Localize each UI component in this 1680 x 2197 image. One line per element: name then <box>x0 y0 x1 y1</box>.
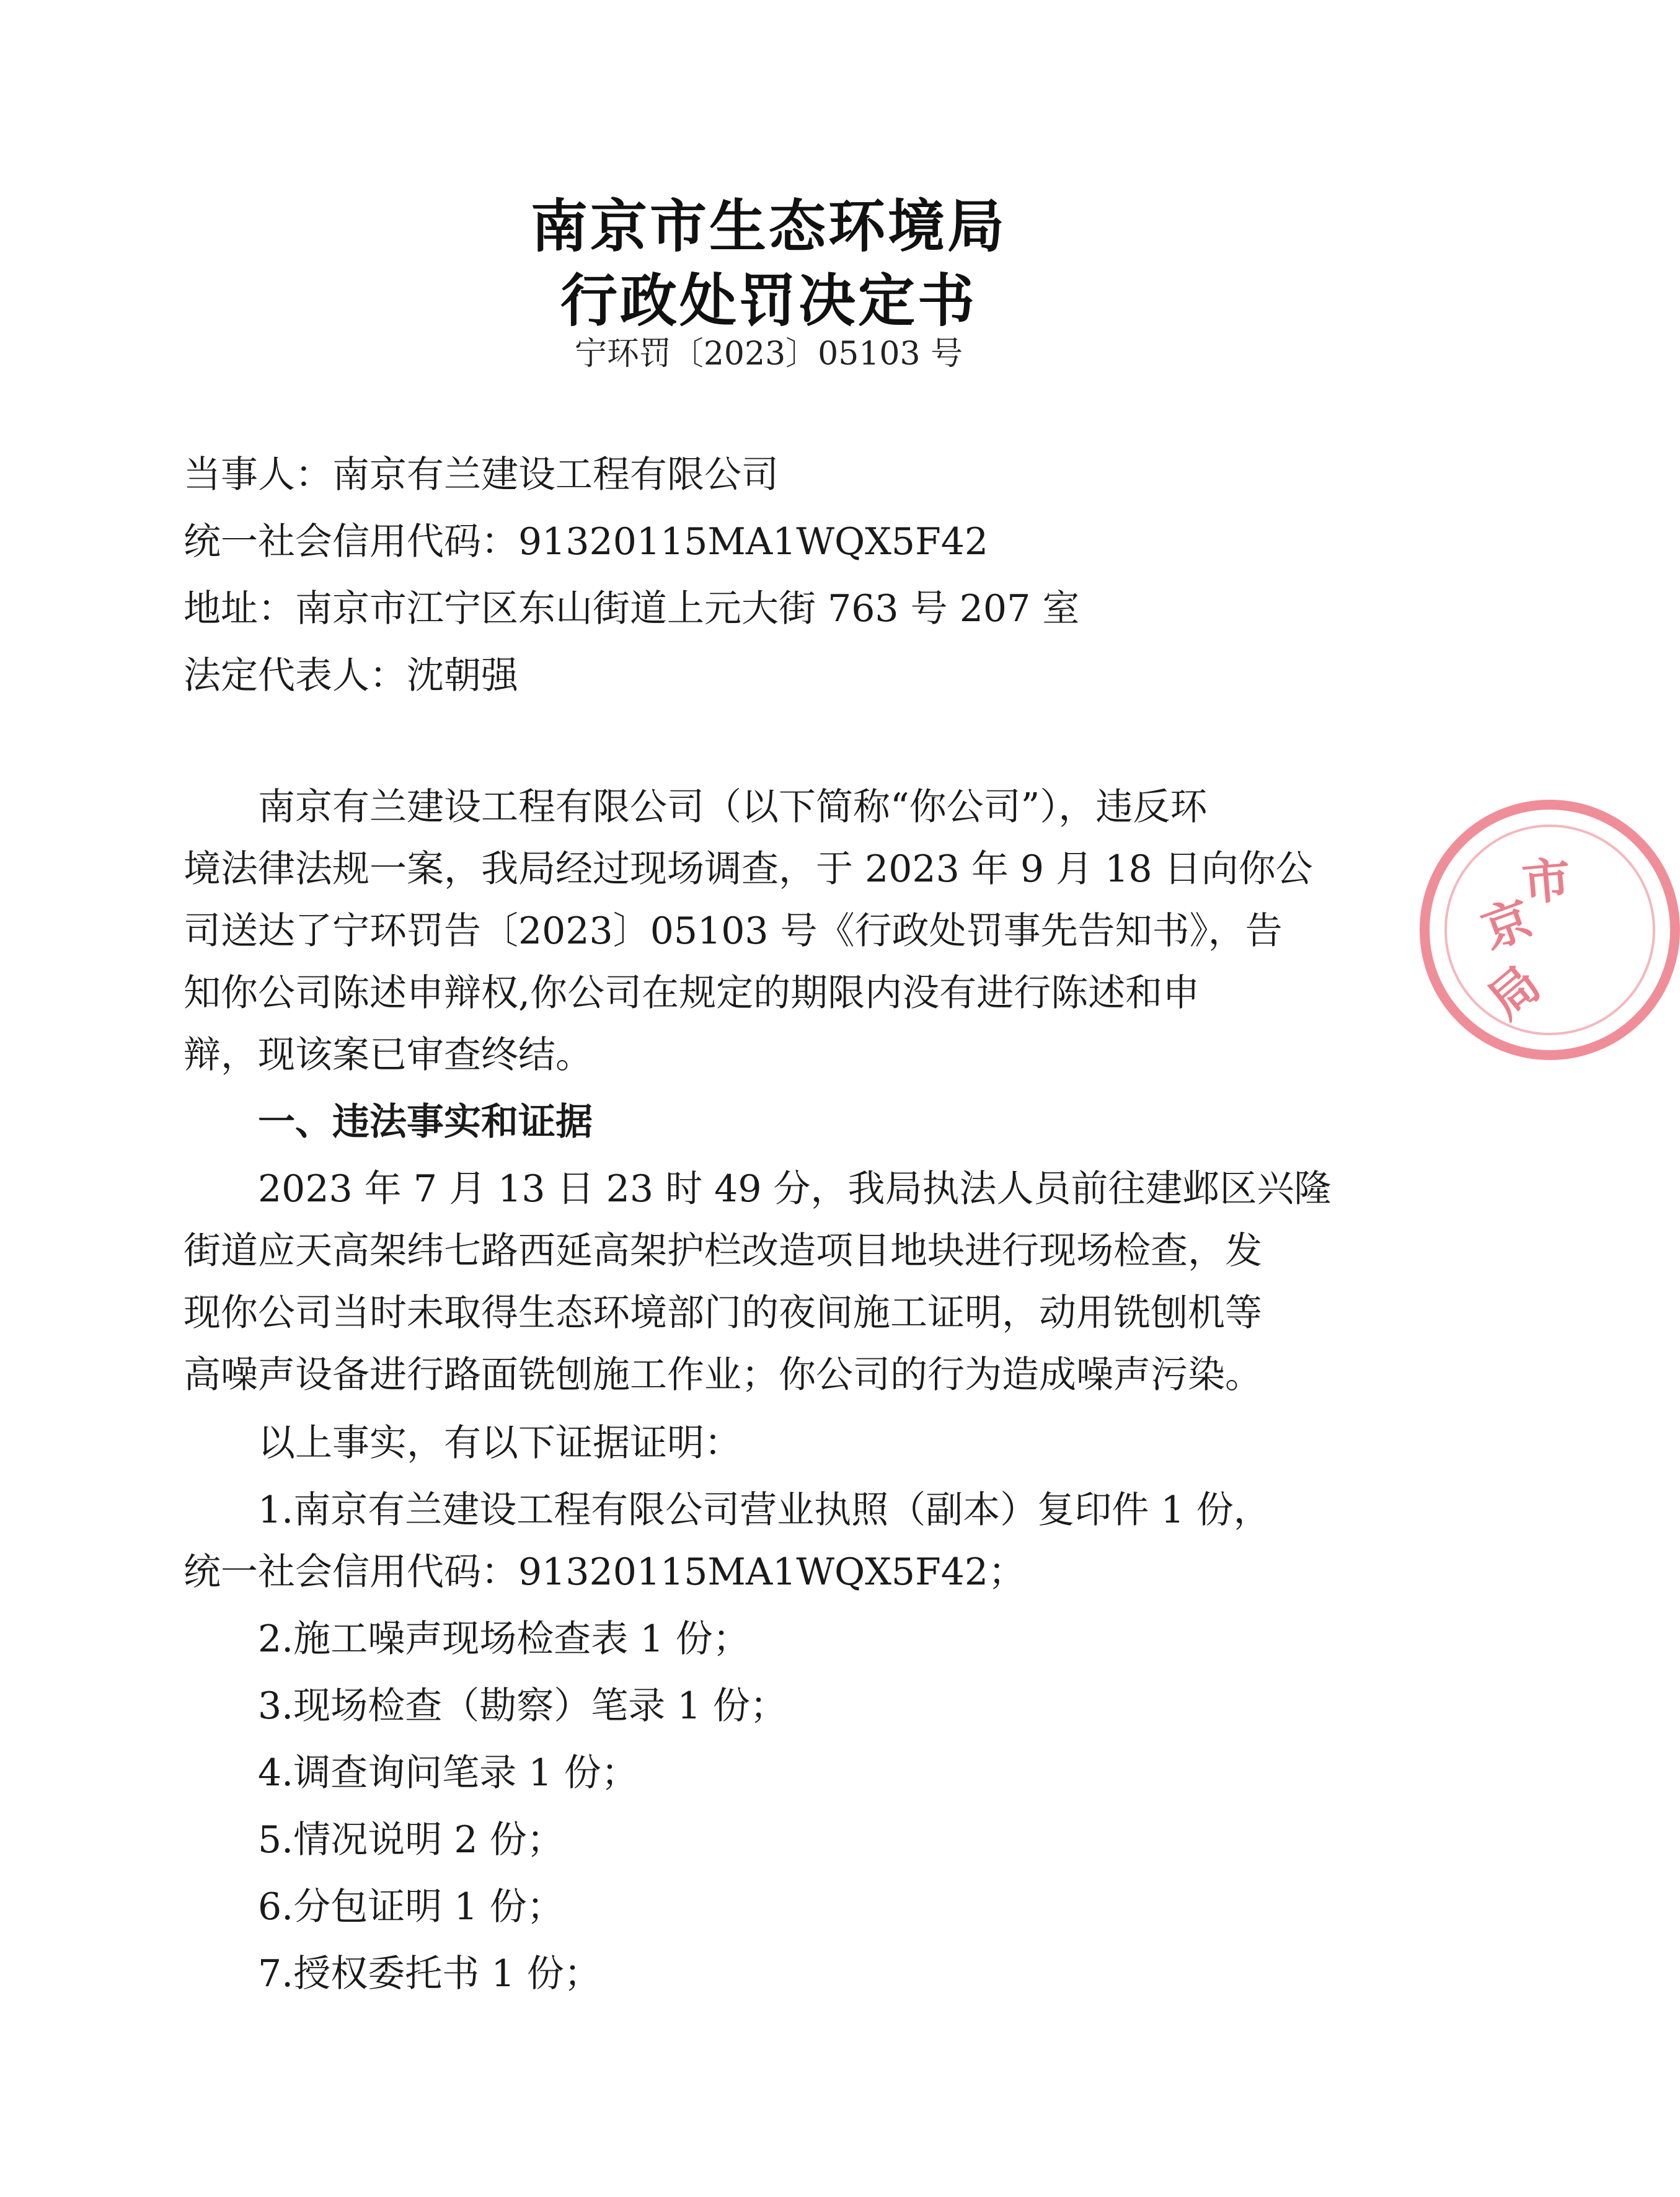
evidence-item-2: 2.施工噪声现场检查表 1 份； <box>258 1617 750 1661</box>
fact-line-3: 现你公司当时未取得生态环境部门的夜间施工证明，动用铣刨机等 <box>183 1291 1262 1335</box>
evidence-item-6: 6.分包证明 1 份； <box>258 1885 564 1929</box>
seal-char-2: 市 <box>1519 851 1573 913</box>
party-address: 地址：南京市江宁区东山街道上元大街 763 号 207 室 <box>183 587 1080 630</box>
evidence-item-3: 3.现场检查（勘察）笔录 1 份； <box>258 1684 787 1728</box>
section-heading-violation-facts: 一、违法事实和证据 <box>258 1100 593 1144</box>
intro-line-5: 辩，现该案已审查终结。 <box>183 1033 593 1077</box>
fact-line-2: 街道应天高架纬七路西延高架护栏改造项目地块进行现场检查，发 <box>183 1229 1262 1273</box>
party-credit-code: 统一社会信用代码：91320115MA1WQX5F42 <box>183 520 989 564</box>
document-number: 宁环罚〔2023〕05103 号 <box>574 335 963 373</box>
document-title-line2: 行政处罚决定书 <box>560 268 977 334</box>
document-title-line1: 南京市生态环境局 <box>530 193 1007 260</box>
evidence-item-4: 4.调查询问笔录 1 份； <box>258 1751 639 1795</box>
evidence-item-7: 7.授权委托书 1 份； <box>258 1952 601 1996</box>
intro-line-3: 司送达了宁环罚告〔2023〕05103 号《行政处罚事先告知书》，告 <box>183 909 1283 953</box>
intro-line-1: 南京有兰建设工程有限公司（以下简称“你公司”），违反环 <box>258 785 1208 829</box>
evidence-item-5: 5.情况说明 2 份； <box>258 1818 564 1862</box>
party-legal-rep: 法定代表人：沈朝强 <box>183 654 518 697</box>
fact-line-4: 高噪声设备进行路面铣刨施工作业；你公司的行为造成噪声污染。 <box>183 1353 1262 1397</box>
party-name: 当事人：南京有兰建设工程有限公司 <box>183 453 779 497</box>
seal-char-3: 局 <box>1478 955 1552 1030</box>
evidence-item-1: 1.南京有兰建设工程有限公司营业执照（副本）复印件 1 份， <box>258 1488 1271 1532</box>
intro-line-2: 境法律法规一案，我局经过现场调查，于 2023 年 9 月 18 日向你公 <box>183 847 1313 891</box>
fact-line-1: 2023 年 7 月 13 日 23 时 49 分，我局执法人员前往建邺区兴隆 <box>258 1167 1332 1211</box>
evidence-intro: 以上事实，有以下证据证明： <box>258 1421 741 1465</box>
intro-line-4: 知你公司陈述申辩权,你公司在规定的期限内没有进行陈述和申 <box>183 971 1200 1015</box>
evidence-item-1-cont: 统一社会信用代码：91320115MA1WQX5F42； <box>183 1550 1026 1594</box>
seal-char-1: 京 <box>1475 890 1540 960</box>
